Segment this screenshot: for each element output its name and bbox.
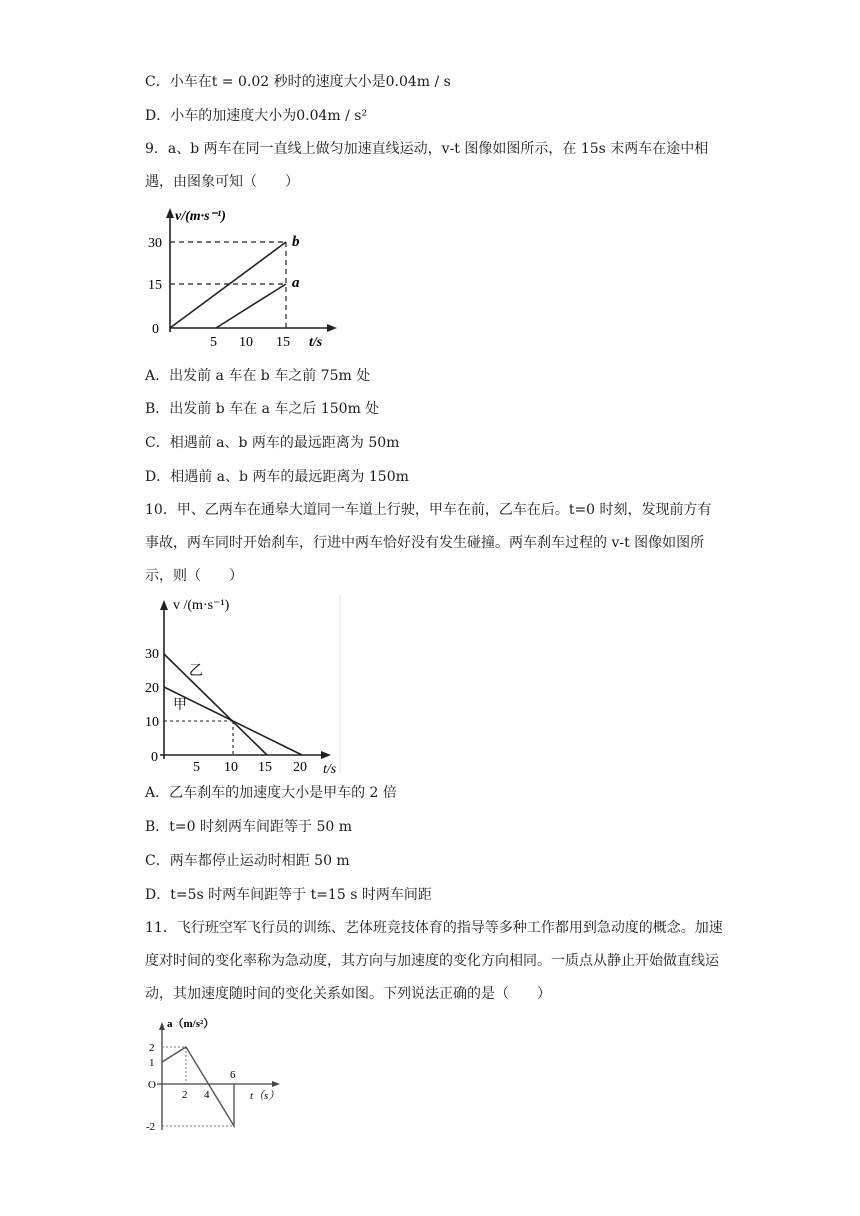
q9-stem: 9．a、b 两车在同一直线上做匀加速直线运动，v-t 图像如图所示，在 15s 末两车在途中相遇，由图象可知（ ）: [145, 141, 709, 190]
q10-ylabel: v /(m·s⁻¹): [173, 598, 230, 613]
q10-label-yi: 乙: [189, 664, 203, 679]
q8-option-d: D．小车的加速度大小为0.04m / s²: [145, 108, 368, 124]
q9-ytick-0: 0: [152, 322, 159, 337]
q11-xtick-2: 2: [182, 1089, 188, 1101]
q9-xtick-5: 5: [210, 335, 217, 350]
q10-option-a: A．乙车刹车的加速度大小是甲车的 2 倍: [145, 785, 397, 801]
q9-ytick-30: 30: [148, 236, 162, 251]
q9-line-a: [216, 284, 286, 328]
q10-stem: 10．甲、乙两车在通皋大道同一车道上行驶，甲车在前，乙车在后。t=0 时刻，发现前方有事故，两车同时开始刹车，行进中两车恰好没有发生碰撞。两车刹车过程的 v-t 图像如图所示，则（ ）: [145, 502, 712, 584]
q10-option-d: D．t=5s 时两车间距等于 t=15 s 时两车间距: [145, 887, 432, 903]
q11-ytick-1: 1: [149, 1057, 155, 1069]
q10-xtick-5: 5: [193, 760, 200, 775]
q10-xtick-20: 20: [293, 760, 307, 775]
q10-option-b: B．t=0 时刻两车间距等于 50 m: [145, 819, 352, 835]
q9-xlabel: t/s: [309, 335, 323, 350]
q9-ytick-15: 15: [148, 278, 162, 293]
q9-option-a: A．出发前 a 车在 b 车之前 75m 处: [145, 368, 371, 384]
q11-at-graph: [145, 1015, 290, 1135]
q10-ytick-30: 30: [145, 647, 159, 662]
q10-xtick-10: 10: [224, 760, 238, 775]
q9-xtick-10: 10: [239, 335, 253, 350]
q9-line-b: [170, 242, 286, 328]
q11-ylabel: a（m/s²）: [167, 1018, 215, 1030]
q11-xtick-6: 6: [230, 1069, 236, 1081]
q9-label-a: a: [292, 275, 300, 291]
q11-stem: 11．飞行班空军飞行员的训练、艺体班竞技体育的指导等多种工作都用到急动度的概念。加速度对时间的变化率称为急动度，其方向与加速度的变化方向相同。一质点从静止开始做直线运动，其加速度随时间的变化关系如图。下列说法正确的是（ ）: [145, 920, 723, 1002]
q11-xlabel: t（s）: [250, 1090, 280, 1102]
q9-option-c: C．相遇前 a、b 两车的最远距离为 50m: [145, 435, 400, 451]
q11-ytick-neg2: -2: [146, 1121, 156, 1133]
q10-ytick-10: 10: [145, 715, 159, 730]
q9-label-b: b: [292, 234, 300, 250]
q9-ylabel: v/(m·s⁻¹): [175, 209, 226, 224]
q11-ytick-2: 2: [149, 1042, 155, 1054]
q10-xlabel: t/s: [323, 762, 337, 777]
q9-option-b: B．出发前 b 车在 a 车之后 150m 处: [145, 401, 380, 417]
q9-vt-graph: [145, 200, 350, 350]
q10-vt-graph: [145, 593, 345, 778]
q11-a-line: [162, 1047, 234, 1126]
q9-xtick-15: 15: [276, 335, 290, 350]
q11-origin: O: [148, 1079, 156, 1091]
q9-option-d: D．相遇前 a、b 两车的最远距离为 150m: [145, 469, 409, 485]
q10-ytick-20: 20: [145, 681, 159, 696]
q10-xtick-15: 15: [258, 760, 272, 775]
q10-ytick-0: 0: [151, 750, 158, 765]
q10-label-jia: 甲: [173, 698, 187, 713]
q8-option-c: C．小车在t = 0.02 秒时的速度大小是0.04m / s: [145, 74, 451, 90]
q11-xtick-4: 4: [204, 1089, 210, 1101]
q10-option-c: C．两车都停止运动时相距 50 m: [145, 853, 350, 869]
